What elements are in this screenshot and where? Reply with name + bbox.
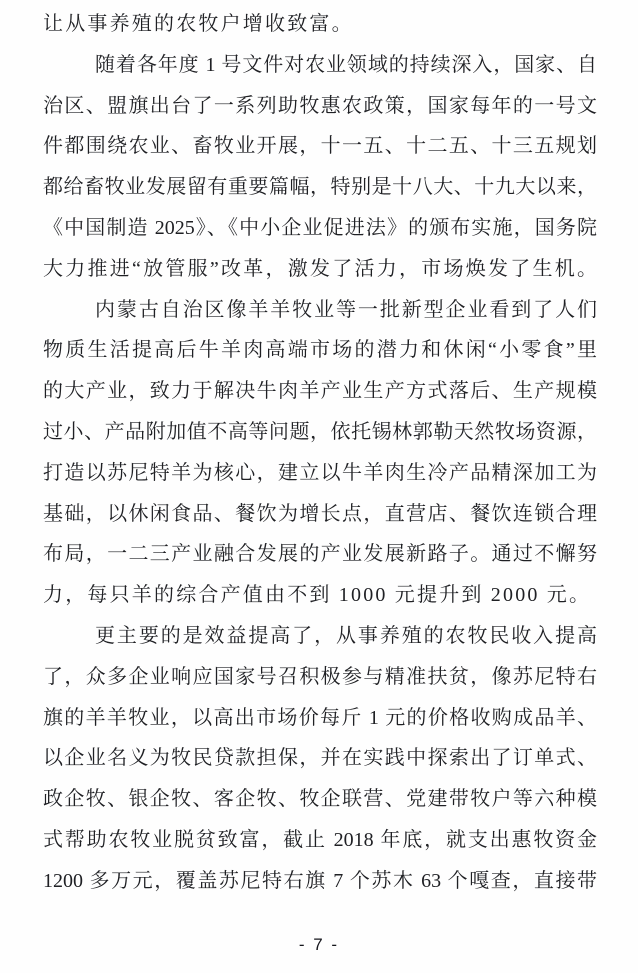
text-line: 大力推进“放管服”改革，激发了活力，市场焕发了生机。 xyxy=(43,257,597,280)
text-line: 布局，一二三产业融合发展的产业发展新路子。通过不懈努 xyxy=(43,543,597,566)
text-line: 随着各年度 1 号文件对农业领域的持续深入，国家、自 xyxy=(95,53,597,76)
text-line: 1200 多万元，覆盖苏尼特右旗 7 个苏木 63 个嘎查，直接带 xyxy=(43,869,597,892)
text-line: 打造以苏尼特羊为核心，建立以牛羊肉生冷产品精深加工为 xyxy=(43,461,597,484)
text-line: 物质生活提高后牛羊肉高端市场的潜力和休闲“小零食”里 xyxy=(43,339,597,362)
text-line: 都给畜牧业发展留有重要篇幅，特别是十八大、十九大以来， xyxy=(43,176,597,199)
text-line: 基础，以休闲食品、餐饮为增长点，直营店、餐饮连锁合理 xyxy=(43,502,597,525)
page-footer xyxy=(0,933,638,957)
text-line: 旗的羊羊牧业，以高出市场价每斤 1 元的价格收购成品羊、 xyxy=(43,706,597,729)
text-line: 以企业名义为牧民贷款担保，并在实践中探索出了订单式、 xyxy=(43,747,597,770)
text-line: 《中国制造 2025》、《中小企业促进法》的颁布实施，国务院 xyxy=(43,216,597,239)
text-line: 过小、产品附加值不高等问题，依托锡林郭勒天然牧场资源， xyxy=(43,420,597,443)
text-line: 力，每只羊的综合产值由不到 1000 元提升到 2000 元。 xyxy=(43,584,592,607)
text-line: 让从事养殖的农牧户增收致富。 xyxy=(43,13,354,35)
text-line: 的大产业，致力于解决牛肉羊产业生产方式落后、生产规模 xyxy=(43,380,597,403)
text-line: 式帮助农牧业脱贫致富，截止 2018 年底，就支出惠牧资金 xyxy=(43,828,597,851)
text-line: 内蒙古自治区像羊羊牧业等一批新型企业看到了人们 xyxy=(95,298,597,321)
text-line: 更主要的是效益提高了，从事养殖的农牧民收入提高 xyxy=(95,624,597,647)
page-number: - 7 - xyxy=(298,935,340,954)
text-line: 治区、盟旗出台了一系列助牧惠农政策，国家每年的一号文 xyxy=(43,94,597,117)
text-line: 件都围绕农业、畜牧业开展，十一五、十二五、十三五规划 xyxy=(43,135,597,158)
text-line: 了，众多企业响应国家号召积极参与精准扶贫，像苏尼特右 xyxy=(43,665,597,688)
document-body xyxy=(43,4,597,902)
text-line: 政企牧、银企牧、客企牧、牧企联营、党建带牧户等六种模 xyxy=(43,788,597,811)
